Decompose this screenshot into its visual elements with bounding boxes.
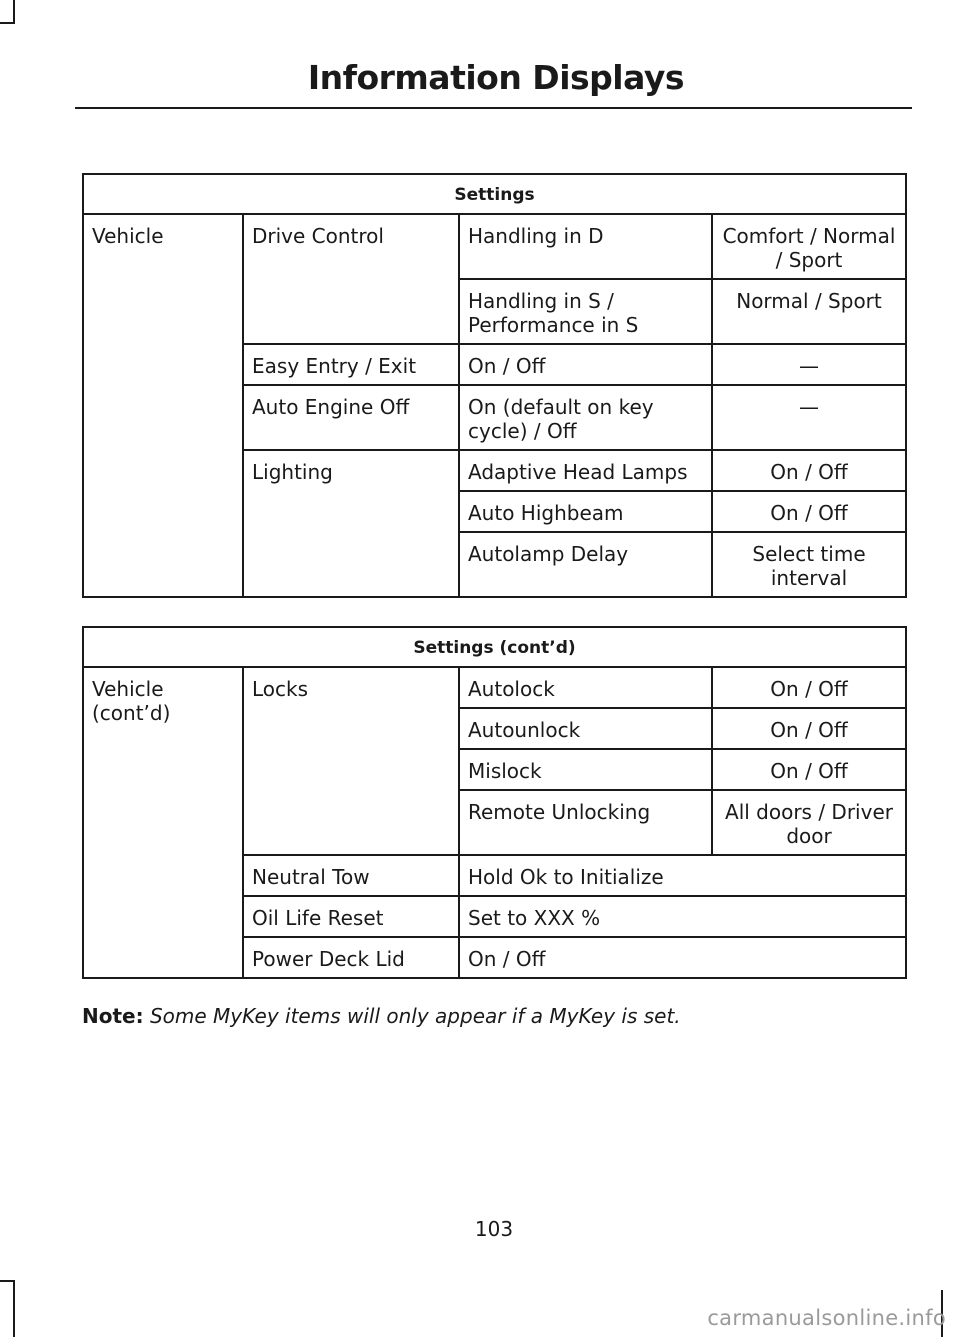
group-cell: Drive Control	[243, 214, 459, 344]
group-cell: Neutral Tow	[243, 855, 459, 896]
item-cell: Adaptive Head Lamps	[459, 450, 712, 491]
settings-continued-table	[82, 626, 907, 979]
item-cell: On / Off	[459, 937, 906, 978]
value-cell: On / Off	[712, 491, 906, 532]
title-divider	[75, 107, 912, 109]
page-title: Information Displays	[307, 58, 684, 97]
item-cell: Autolock	[459, 667, 712, 708]
value-cell: On / Off	[712, 450, 906, 491]
item-cell: Auto Highbeam	[459, 491, 712, 532]
crop-mark-bottom-left	[13, 1280, 15, 1337]
table-row	[83, 214, 906, 279]
item-cell: Set to XXX %	[459, 896, 906, 937]
group-cell: Lighting	[243, 450, 459, 597]
value-cell: —	[712, 344, 906, 385]
value-cell: On / Off	[712, 708, 906, 749]
note-text: Some MyKey items will only appear if a MyKey is set.	[149, 1004, 681, 1028]
value-cell: On / Off	[712, 749, 906, 790]
note	[82, 1004, 681, 1028]
item-cell: Autolamp Delay	[459, 532, 712, 597]
value-cell: Comfort / Normal / Sport	[712, 214, 906, 279]
item-cell: Hold Ok to Initialize	[459, 855, 906, 896]
value-cell: All doors / Driver door	[712, 790, 906, 855]
item-cell: Handling in D	[459, 214, 712, 279]
value-cell: Normal / Sport	[712, 279, 906, 344]
category-cell: Vehicle	[83, 214, 243, 597]
item-cell: Mislock	[459, 749, 712, 790]
note-label: Note:	[82, 1004, 144, 1028]
crop-mark-top-left	[13, 0, 15, 24]
item-cell: On (default on key cycle) / Off	[459, 385, 712, 450]
settings-table	[82, 173, 907, 598]
watermark: carmanualsonline.info	[707, 1306, 946, 1330]
value-cell: Select time interval	[712, 532, 906, 597]
group-cell: Locks	[243, 667, 459, 855]
group-cell: Auto Engine Off	[243, 385, 459, 450]
item-cell: On / Off	[459, 344, 712, 385]
value-cell: —	[712, 385, 906, 450]
table-title: Settings	[83, 174, 906, 214]
category-cell: Vehicle (cont’d)	[83, 667, 243, 978]
group-cell: Power Deck Lid	[243, 937, 459, 978]
item-cell: Handling in S / Performance in S	[459, 279, 712, 344]
table-row	[83, 667, 906, 708]
crop-mark-bottom-left-h	[0, 1280, 15, 1282]
group-cell: Oil Life Reset	[243, 896, 459, 937]
group-cell: Easy Entry / Exit	[243, 344, 459, 385]
crop-mark-top-left-h	[0, 22, 15, 24]
table-title: Settings (cont’d)	[83, 627, 906, 667]
value-cell: On / Off	[712, 667, 906, 708]
page-number: 103	[474, 1217, 514, 1241]
item-cell: Remote Unlocking	[459, 790, 712, 855]
item-cell: Autounlock	[459, 708, 712, 749]
